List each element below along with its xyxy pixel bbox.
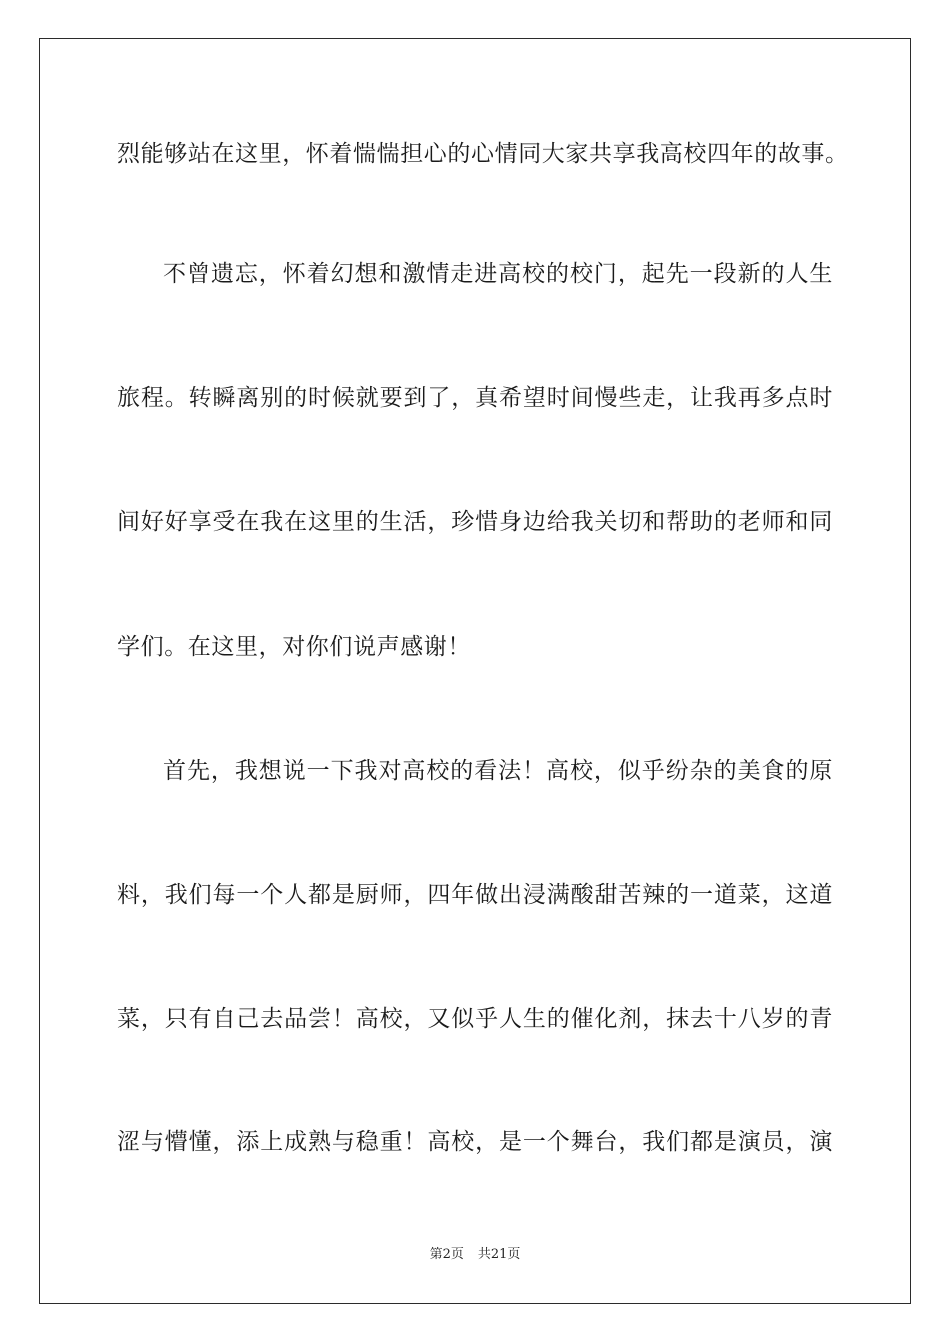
paragraph-line: 烈能够站在这里，怀着惴惴担心的心情同大家共享我高校四年的故事。 bbox=[117, 141, 849, 167]
paragraph-line: 学们。在这里，对你们说声感谢！ bbox=[117, 634, 471, 660]
paragraph-line: 涩与懵懂，添上成熟与稳重！高校，是一个舞台，我们都是演员，演 bbox=[117, 1129, 833, 1155]
page-number-total: 共21页 bbox=[477, 1247, 521, 1262]
paragraph-line: 料，我们每一个人都是厨师，四年做出浸满酸甜苦辣的一道菜，这道 bbox=[117, 882, 833, 908]
page-border bbox=[39, 38, 911, 1304]
paragraph-line: 旅程。转瞬离别的时候就要到了，真希望时间慢些走，让我再多点时 bbox=[117, 385, 833, 411]
page-footer bbox=[0, 1246, 950, 1264]
paragraph-line: 首先，我想说一下我对高校的看法！高校，似乎纷杂的美食的原 bbox=[163, 758, 833, 784]
paragraph-line: 不曾遗忘，怀着幻想和激情走进高校的校门，起先一段新的人生 bbox=[163, 261, 833, 287]
paragraph-line: 间好好享受在我在这里的生活，珍惜身边给我关切和帮助的老师和同 bbox=[117, 509, 833, 535]
page-number-current: 第2页 bbox=[429, 1247, 464, 1262]
paragraph-line: 菜，只有自己去品尝！高校，又似乎人生的催化剂，抹去十八岁的青 bbox=[117, 1006, 833, 1032]
